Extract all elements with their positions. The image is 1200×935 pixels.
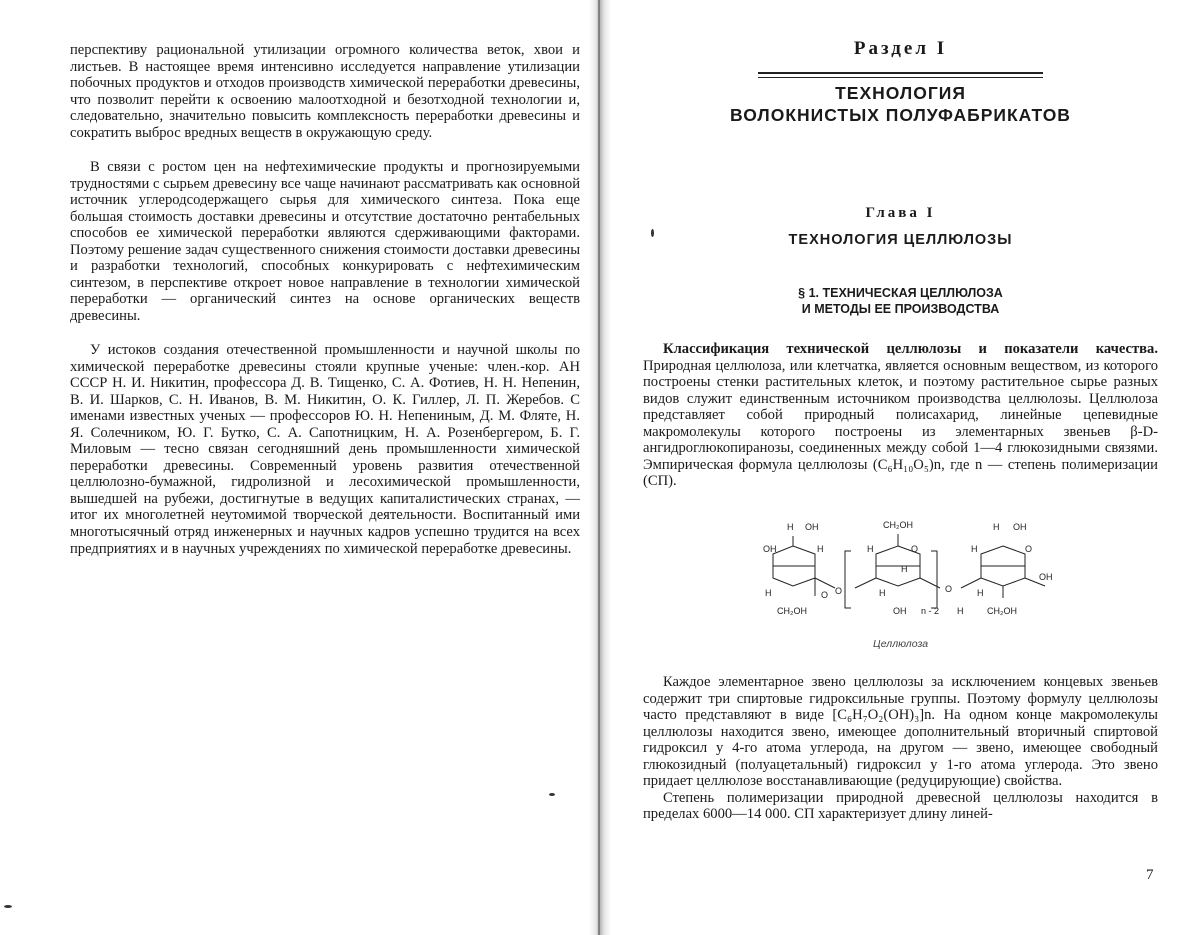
formula-label: O xyxy=(945,584,953,594)
left-paragraph-1: перспективу рациональной утилизации огромного количества веток, хвои и листьев. В настоящее время интенсивно исследуется направление утилизации побочных продуктов и отходов производств химической переработки древесины, что позволит перейти к освоению малоотходной и безотходной технологии и, следовательно, значительно повысить комплексность переработки древесины и сократить выброс вредных веществ в окружающую среду. xyxy=(70,42,580,141)
formula-label: OH xyxy=(893,606,907,616)
formula-label: H xyxy=(867,544,874,554)
right-paragraph-1 xyxy=(643,341,1158,490)
paragraph-heading xyxy=(643,285,1158,317)
right-paragraph-1-text: Природная целлюлоза, или клетчатка, является основным веществом, из которого построены стенки растительных клеток, и поэтому растительное сырье разных видов служит единственным источником производства целлюлозы. Целлюлоза представляет собой природный полисахарид, линейные цепевидные макромолекулы которого построены из элементарных звеньев β-D-ангидроглюкопиранозы, соединенных между собой 1—4 глюкозидными связями. Эмпирическая формула целлюлозы (C₆H₁₀O₅)n, где n — степень полимеризации (СП). xyxy=(643,357,1158,490)
paragraph-lead: Классификация технической целлюлозы и показатели качества. xyxy=(663,341,1158,357)
right-page xyxy=(643,0,1158,935)
scan-speck xyxy=(651,229,654,237)
formula-label: H xyxy=(977,588,984,598)
formula-label: H xyxy=(787,522,794,532)
left-paragraph-2 xyxy=(70,159,580,324)
cellulose-structural-formula xyxy=(763,516,1063,628)
formula-label: H xyxy=(957,606,964,616)
formula-label: H xyxy=(817,544,824,554)
formula-label: OH xyxy=(763,544,777,554)
formula-label: O xyxy=(835,586,843,596)
scan-speck xyxy=(4,905,12,908)
left-paragraph-2-text: В связи с ростом цен на нефтехимические продукты и прогнозируемыми трудностями с сырьем древесину все чаще начинают рассматривать как основной источник углеродсодержащего сырья для химического синтеза. Пока еще большая стоимость доставки древесины и отсутствие достаточно рентабельных способов ее химической переработки являются сдерживающими факторами. Поэтому решение задач существенного снижения стоимости доставки древесины и разработки технологий, способных конкурировать с нефтехимическим синтезом, в перспективе откроет новое направление в технологии химической переработки — органический синтез на основе органических веществ древесины. xyxy=(70,159,580,324)
formula-label: O xyxy=(911,544,919,554)
formula-label: n - 2 xyxy=(921,606,940,616)
gutter-shadow-line xyxy=(598,0,600,935)
formula-label: H xyxy=(765,588,772,598)
scan-speck xyxy=(549,793,555,796)
left-paragraph-3 xyxy=(70,342,580,557)
formula-label: CH₂OH xyxy=(777,606,807,616)
formula-label: CH₂OH xyxy=(883,520,913,530)
formula-label: OH xyxy=(1013,522,1027,532)
paragraph-heading-line-2: И МЕТОДЫ ЕЕ ПРОИЗВОДСТВА xyxy=(801,302,1000,316)
section-title: Раздел I xyxy=(853,38,948,59)
right-paragraph-2 xyxy=(643,674,1158,823)
part-title xyxy=(643,82,1158,126)
section-rule-thick xyxy=(758,72,1043,74)
formula-label: OH xyxy=(1039,572,1053,582)
chapter-title: ТЕХНОЛОГИЯ ЦЕЛЛЮЛОЗЫ xyxy=(788,232,1013,248)
formula-label: H xyxy=(901,564,908,574)
formula-label: H xyxy=(879,588,886,598)
formula-label: O xyxy=(821,590,829,600)
part-title-line-2: ВОЛОКНИСТЫХ ПОЛУФАБРИКАТОВ xyxy=(730,105,1071,125)
right-paragraph-2-text: Каждое элементарное звено целлюлозы за исключением концевых звеньев содержит три спиртовые гидроксильные группы. Поэтому формулу целлюлозы часто представляют в виде [C₆H₇O₂(OH)₃]n. На одном конце макромолекулы целлюлозы находится звено, имеющее дополнительный вторичный спиртовой гидроксил у 4-го атома углерода, на другом — звено, имеющее свободный глюкозидный (полуацетальный) гидроксил у 1-го атома углерода. Это звено придает целлюлозе восстанавливающие (редуцирующие) свойства. xyxy=(643,674,1158,790)
part-title-line-1: ТЕХНОЛОГИЯ xyxy=(835,83,966,103)
formula-caption: Целлюлоза xyxy=(872,638,929,650)
left-paragraph-3-text: У истоков создания отечественной промышленности и научной школы по химической переработке древесины стояли крупные ученые: член.-кор. АН СССР Н. И. Никитин, профессора Д. В. Тищенко, С. А. Фотиев, Н. Н. Непенин, В. И. Шарков, С. Н. Иванов, В. М. Никитин, О. К. Гиллер, Л. П. Жеребов. С именами известных ученых — профессоров Ю. Н. Непениным, Д. М. Фляте, Н. Я. Солечником, Ю. Г. Бутко, С. А. Сапотницким, Н. А. Розенбергером, Б. Г. Миловым — тесно связан сегодняшний день промышленности химической переработки древесины. Современный уровень развития отечественной целлюлозно-бумажной, гидролизной и лесохимической промышленности, вышедшей на рубежи, достигнутые в ведущих капиталистических странах, — итог их многолетней неутомимой творческой деятельности. Воспитанный ими многотысячный отряд инженерных и научных кадров успешно трудится на всех предприятиях и в научных учреждениях по химической переработке древесины. xyxy=(70,342,580,557)
chapter-label: Глава I xyxy=(865,205,936,221)
paragraph-heading-line-1: § 1. ТЕХНИЧЕСКАЯ ЦЕЛЛЮЛОЗА xyxy=(798,286,1003,300)
page-number: 7 xyxy=(1146,867,1154,883)
formula-label: H xyxy=(993,522,1000,532)
section-rule-thin xyxy=(758,77,1043,78)
right-paragraph-3-text: Степень полимеризации природной древесной целлюлозы находится в пределах 6000—14 000. СП характеризует длину линей- xyxy=(643,789,1158,823)
formula-label: CH₂OH xyxy=(987,606,1017,616)
formula-label: O xyxy=(1025,544,1033,554)
formula-label: H xyxy=(971,544,978,554)
book-gutter xyxy=(589,0,611,935)
left-page xyxy=(70,0,580,935)
formula-label: OH xyxy=(805,522,819,532)
